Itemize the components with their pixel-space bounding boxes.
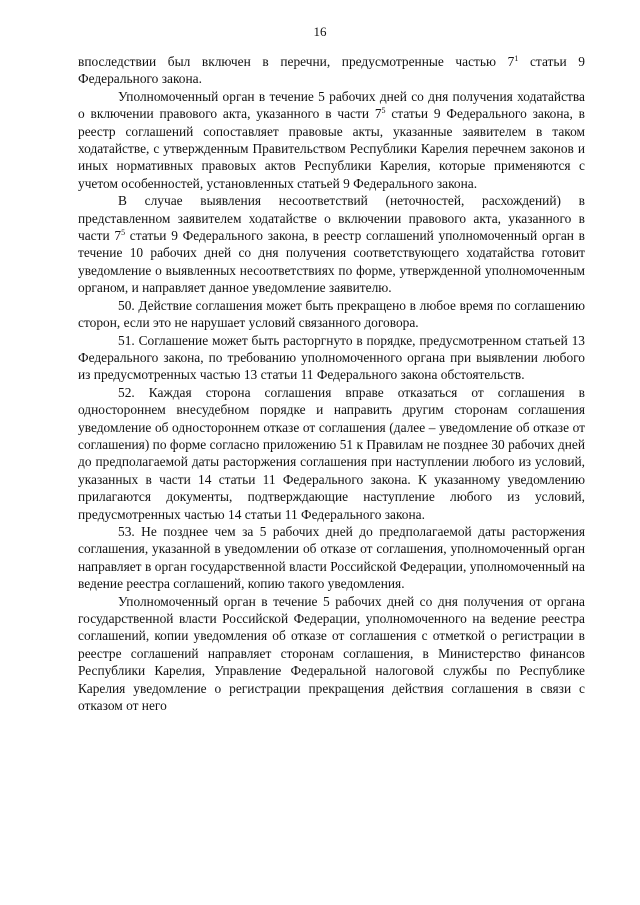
- superscript: 1: [514, 54, 519, 63]
- paragraph-text: 50. Действие соглашения может быть прекращено в любое время по соглашению сторон, если это не нарушает условий связанного договора.: [78, 297, 585, 331]
- paragraph-51: [78, 332, 585, 384]
- superscript: 5: [121, 228, 126, 238]
- paragraph-text: 52. Каждая сторона соглашения вправе отказаться от соглашения в одностороннем внесудебном порядке и направить другим сторонам соглашения уведомление об одностороннем отказе от соглашения (далее – уведомление об отказе от соглашения) по форме согласно приложению 51 к Правилам не позднее 30 рабочих дней до предполагаемой даты расторжения соглашения при наступлении любого из условий, указанных в части 14 статьи 11 Федерального закона. К указанному уведомлению прилагаются документы, подтверждающие наступление любого из условий, предусмотренных частью 14 статьи 11 Федерального закона.: [78, 384, 585, 522]
- paragraph-text: Уполномоченный орган в течение 5 рабочих дней со дня получения от органа государственной власти Российской Федерации, уполномоченного на ведение реестра соглашений, копии уведомления об отказе от соглашения с отметкой о регистрации в реестре соглашений направляет сторонам соглашения, в Министерство финансов Республики Карелия, Управление Федеральной налоговой службы по Республике Карелия уведомление о регистрации прекращения действия соглашения в связи с отказом от него: [78, 593, 585, 714]
- paragraph-authorized-body-review: [78, 88, 585, 192]
- paragraph-text: впоследствии был включен в перечни, предусмотренные частью 7: [78, 54, 515, 69]
- paragraph-continuation: [78, 53, 585, 88]
- paragraph-text: статьи 9 Федерального закона, в реестр соглашений сопоставляет правовые акты, указанные заявителем в таком ходатайстве, с утвержденным Правительством Республики Карелия перечнем законов и иных нормативных правовых актов Республики Карелия, которые применяются с учетом особенностей, установленных статьей 9 Федерального закона.: [78, 106, 585, 191]
- document-text: [78, 53, 585, 714]
- paragraph-text: Уполномоченный орган в течение 5 рабочих дней со дня получения ходатайства о включении правового акта, указанного в части 7: [78, 88, 585, 122]
- paragraph-registration-notice: [78, 593, 585, 715]
- paragraph-53: [78, 523, 585, 593]
- paragraph-discrepancies: [78, 192, 585, 296]
- paragraph-50: [78, 297, 585, 332]
- page-number: 16: [313, 24, 327, 39]
- paragraph-text: статьи 9 Федерального закона.: [78, 54, 585, 87]
- paragraph-52: [78, 384, 585, 523]
- paragraph-text: 53. Не позднее чем за 5 рабочих дней до предполагаемой даты расторжения соглашения, указанной в уведомлении об отказе от соглашения, уполномоченный орган направляет в орган государственной власти Российской Федерации, уполномоченный на ведение реестра соглашений, копию такого уведомления.: [78, 523, 585, 592]
- paragraph-text: В случае выявления несоответствий (неточностей, расхождений) в представленном заявителем ходатайстве о включении правового акта, указанного в части 7: [78, 193, 585, 244]
- paragraph-text: 51. Соглашение может быть расторгнуто в порядке, предусмотренном статьей 13 Федерального закона, по требованию уполномоченного органа при выявлении любого из предусмотренных частью 13 статьи 11 Федерального закона обстоятельств.: [78, 332, 585, 383]
- superscript: 5: [381, 106, 386, 116]
- paragraph-text: статьи 9 Федерального закона, в реестр соглашений уполномоченный орган в течение 10 рабочих дней со дня получения соответствующего ходатайства готовит уведомление о выявленных несоответствиях по форме, утвержденной уполномоченным органом, и направляет данное уведомление заявителю.: [78, 228, 585, 296]
